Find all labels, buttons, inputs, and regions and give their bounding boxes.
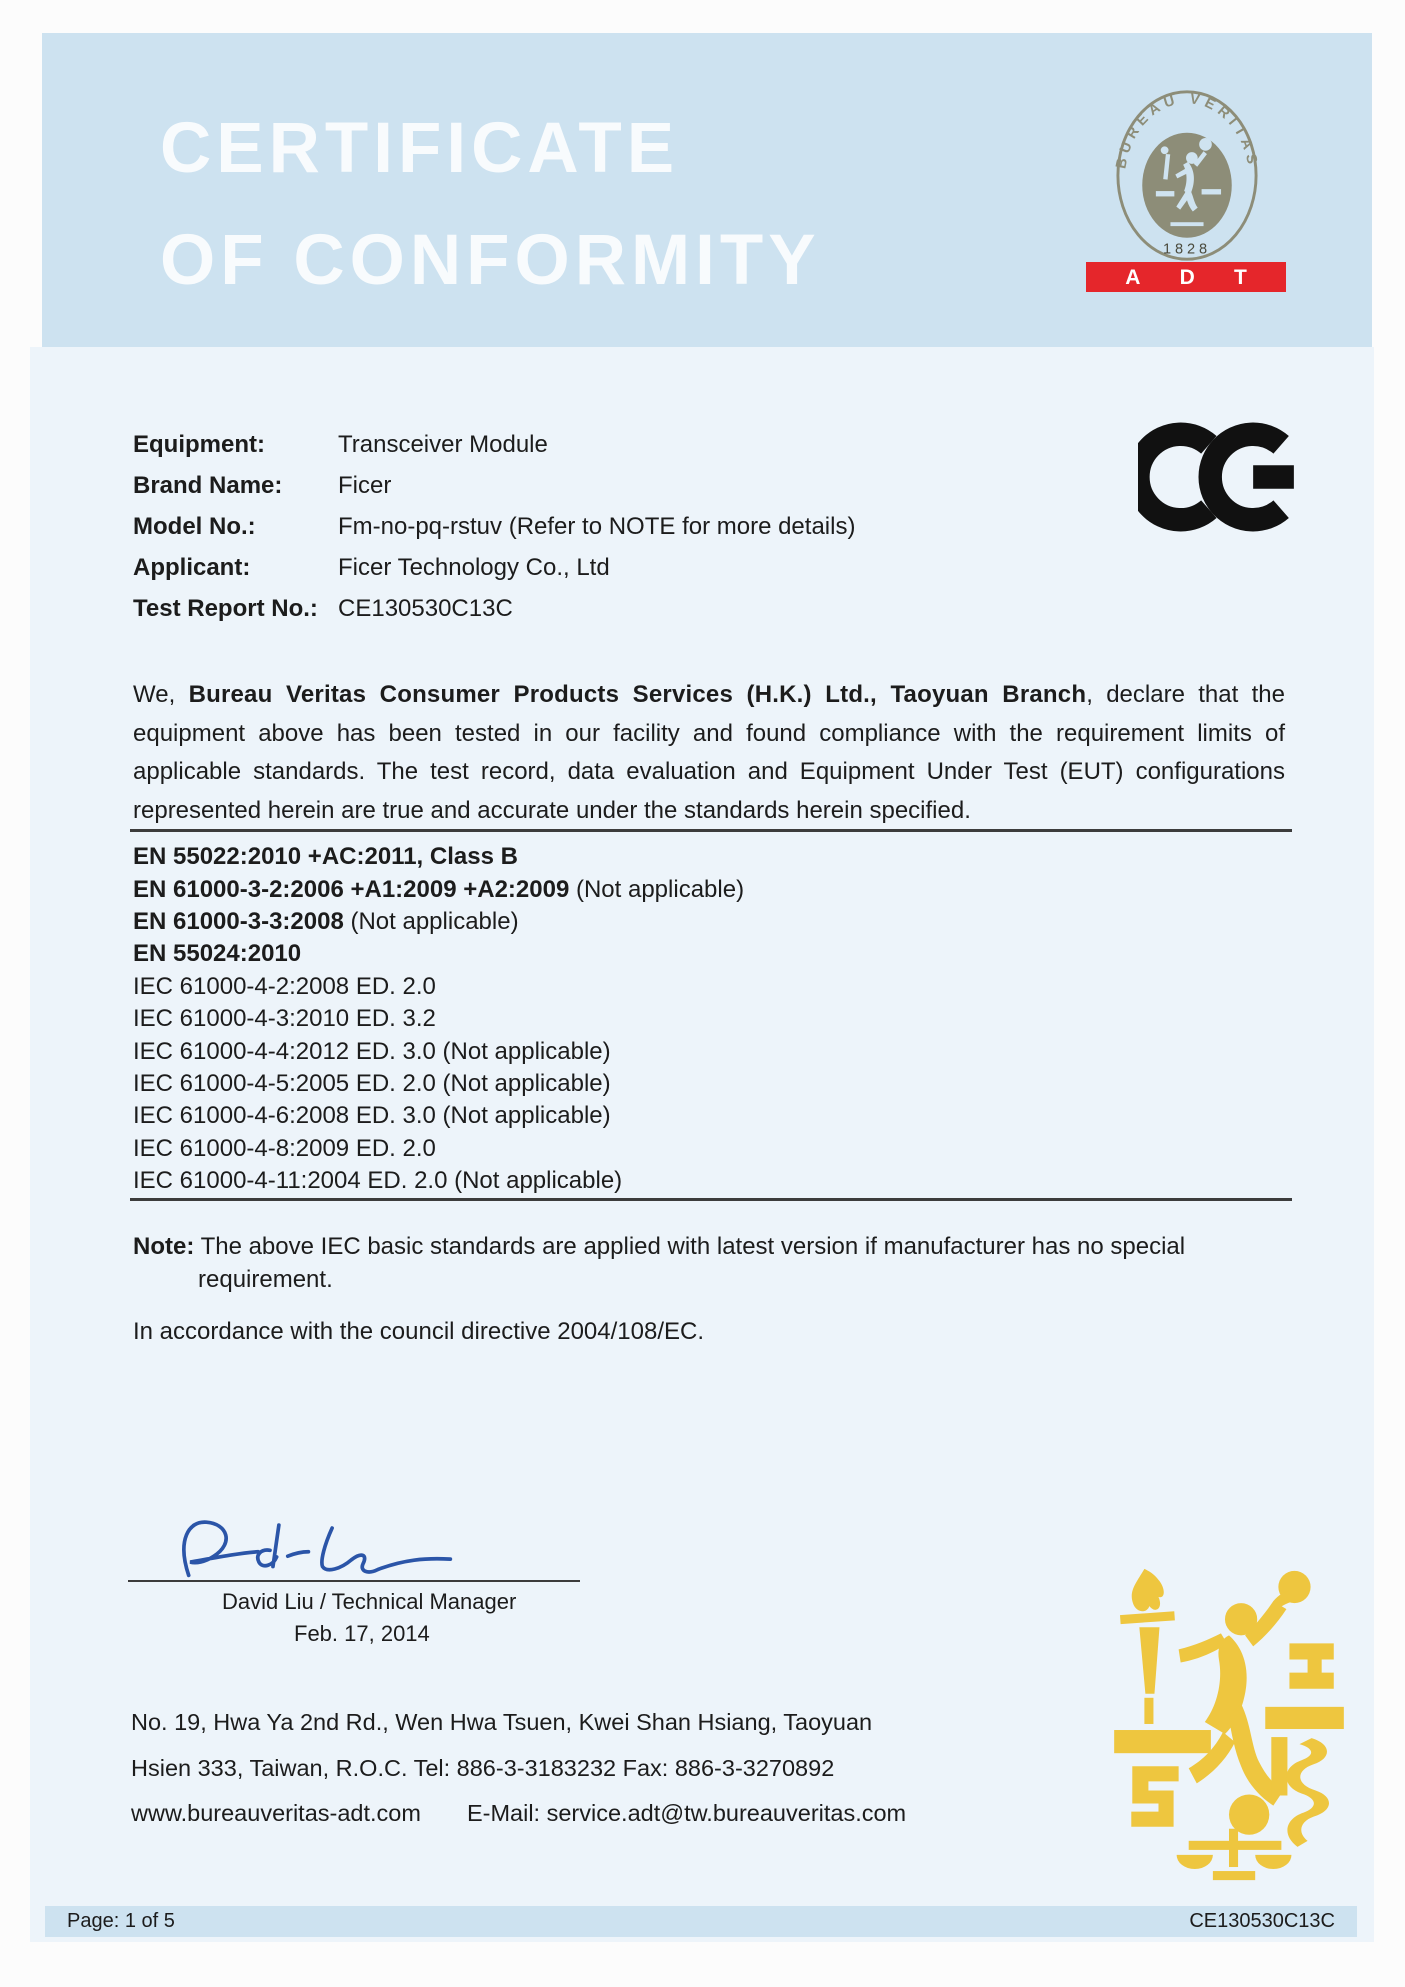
detail-row-applicant [133,547,855,588]
signature-scribble [168,1506,508,1596]
note-paragraph [133,1228,1233,1266]
detail-value: CE130530C13C [338,594,513,622]
standard-line: EN 55022:2010 +AC:2011, Class B [133,843,518,871]
standard-line: IEC 61000-4-5:2005 ED. 2.0 (Not applicable) [133,1069,611,1097]
standards-list [133,841,744,1197]
signature-date: Feb. 17, 2014 [294,1621,430,1646]
note-text-line2: requirement. [198,1266,333,1293]
declaration-company: Bureau Veritas Consumer Products Services (H.K.) Ltd., Taoyuan Branch [188,681,1087,708]
note-label: Note: [133,1233,195,1260]
title-line-2: OF CONFORMITY [160,221,821,300]
logo-year: 1828 [1163,241,1211,258]
bureau-veritas-logo-icon [1112,86,1262,266]
declaration-pre: We, [133,681,189,708]
address-line-2: Hsien 333, Taiwan, R.O.C. Tel: 886-3-3183232 Fax: 886-3-3270892 [131,1754,835,1781]
email-address: E-Mail: service.adt@tw.bureauveritas.com [466,1800,907,1826]
standard-line: IEC 61000-4-3:2010 ED. 3.2 [133,1005,436,1033]
signatory-name-title: David Liu / Technical Manager [222,1589,517,1614]
standard-line: IEC 61000-4-11:2004 ED. 2.0 (Not applicable) [133,1167,623,1195]
standard-line: IEC 61000-4-2:2008 ED. 2.0 [133,972,436,1000]
declaration-paragraph [133,676,1285,830]
logo-arc-text: BUREAU VERITAS [1113,91,1261,171]
note-text: The above IEC basic standards are applied with latest version if manufacturer has no special [194,1233,1186,1260]
standard-line: IEC 61000-4-4:2012 ED. 3.0 (Not applicable) [133,1037,611,1065]
signature-line [128,1580,580,1582]
detail-value: Fm-no-pq-rstuv (Refer to NOTE for more details) [338,512,856,540]
standard-line: IEC 61000-4-8:2009 ED. 2.0 [133,1134,436,1162]
standard-line: EN 55024:2010 [133,940,302,968]
detail-row-test-report-no [133,588,855,629]
address-block [131,1700,906,1837]
detail-row-model-no [133,506,855,547]
detail-value: Ficer [338,471,392,499]
certificate-title [160,93,821,317]
standard-line: IEC 61000-4-6:2008 ED. 3.0 (Not applicable) [133,1102,611,1130]
detail-value: Transceiver Module [338,430,548,458]
standards-bottom-rule [130,1198,1292,1201]
detail-label: Brand Name: [133,471,283,499]
standard-line: EN 61000-3-3:2008 (Not applicable) [133,907,519,935]
page-number: Page: 1 of 5 [67,1910,175,1932]
report-number: CE130530C13C [1189,1910,1335,1932]
address-line-1: No. 19, Hwa Ya 2nd Rd., Wen Hwa Tsuen, Kwei Shan Hsiang, Taoyuan [131,1709,873,1735]
detail-value: Ficer Technology Co., Ltd [338,553,610,581]
bureau-veritas-gold-emblem-icon [1092,1560,1366,1894]
detail-label: Equipment: [133,430,265,458]
ce-mark-icon [1138,421,1296,533]
footer-bar [45,1906,1357,1937]
adt-badge [1086,262,1286,292]
detail-label: Applicant: [133,553,251,581]
website-url: www.bureauveritas-adt.com [131,1800,421,1826]
detail-row-brand-name [133,465,855,506]
equipment-details [133,424,855,629]
detail-label: Model No.: [133,512,256,540]
standard-line: EN 61000-3-2:2006 +A1:2009 +A2:2009 (Not applicable) [133,875,745,903]
title-line-1: CERTIFICATE [160,109,680,188]
adt-letter-t: T [1233,265,1247,289]
detail-label: Test Report No.: [133,594,318,622]
detail-row-equipment [133,424,855,465]
declaration-post: , declare that the equipment above has been tested in our facility and found compliance with the requirement limits of applicable standards. The test record, data evaluation and Equipment Under Test (EUT) configurations represented herein are true and accurate under the standards herein specified. [133,681,1285,824]
directive-statement: In accordance with the council directive 2004/108/EC. [133,1318,704,1345]
adt-letter-a: A [1125,265,1141,289]
standards-top-rule [130,829,1292,832]
header-band [42,33,1372,347]
adt-letter-d: D [1179,265,1195,289]
